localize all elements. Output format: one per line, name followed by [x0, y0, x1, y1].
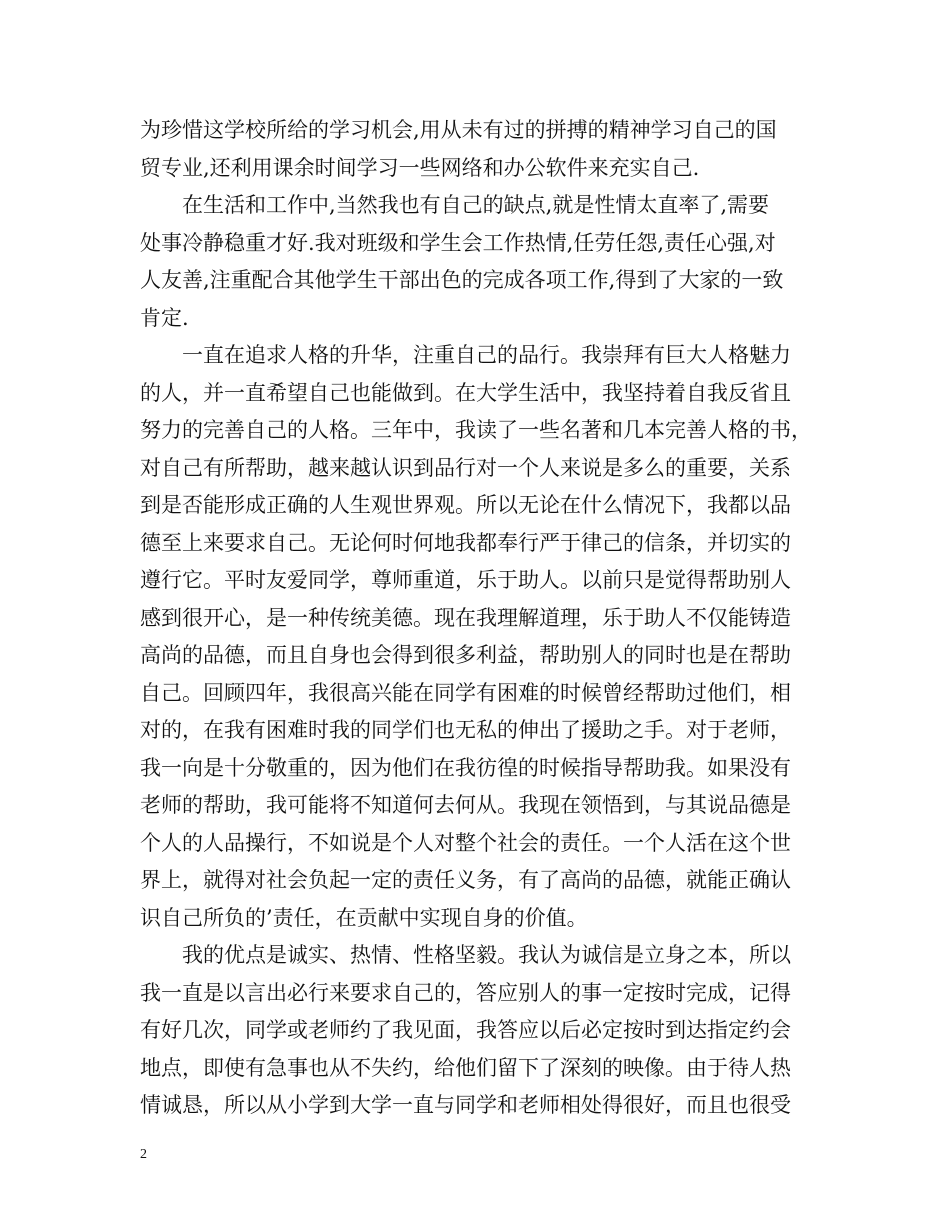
text-line: 有好几次，同学或老师约了我见面，我答应以后必定按时到达指定约会: [140, 1018, 791, 1042]
text-line: 对自己有所帮助，越来越认识到品行对一个人来说是多么的重要，关系: [140, 455, 791, 480]
text-line: 地点，即使有急事也从不失约，给他们留下了深刻的映像。由于待人热: [140, 1055, 791, 1080]
text-line: 努力的完善自己的人格。三年中，我读了一些名著和几本完善人格的书，: [140, 418, 812, 442]
text-line: 处事冷静稳重才好.我对班级和学生会工作热情,任劳任怨,责任心强,对: [140, 230, 776, 255]
body-text: [140, 112, 820, 1125]
text-line: 我一向是十分敬重的，因为他们在我彷徨的时候指导帮助我。如果没有: [140, 755, 791, 780]
text-line: 肯定.: [140, 305, 189, 330]
text-line: 德至上来要求自己。无论何时何地我都奉行严于律己的信条，并切实的: [140, 530, 791, 555]
paragraph-start-line: 我的优点是诚实、热情、性格坚毅。我认为诚信是立身之本，所以: [182, 943, 791, 967]
text-line: 到是否能形成正确的人生观世界观。所以无论在什么情况下，我都以品: [140, 493, 791, 517]
text-line: 贸专业,还利用课余时间学习一些网络和办公软件来充实自己.: [140, 155, 700, 180]
text-line: 人友善,注重配合其他学生干部出色的完成各项工作,得到了大家的一致: [140, 268, 784, 292]
paragraph-start-line: 在生活和工作中,当然我也有自己的缺点,就是性情太直率了,需要: [182, 193, 770, 217]
text-line: 感到很开心，是一种传统美德。现在我理解道理，乐于助人不仅能铸造: [140, 605, 791, 630]
text-line: 遵行它。平时友爱同学，尊师重道，乐于助人。以前只是觉得帮助别人: [140, 568, 791, 592]
text-line: 界上，就得对社会负起一定的责任义务，有了高尚的品德，就能正确认: [140, 868, 791, 892]
text-line: 老师的帮助，我可能将不知道何去何从。我现在领悟到，与其说品德是: [140, 793, 791, 817]
text-line: 我一直是以言出必行来要求自己的，答应别人的事一定按时完成，记得: [140, 980, 791, 1005]
text-line: 个人的人品操行，不如说是个人对整个社会的责任。一个人活在这个世: [140, 830, 791, 855]
text-line: 自己。回顾四年，我很高兴能在同学有困难的时候曾经帮助过他们，相: [140, 680, 791, 705]
page-number: 2: [140, 1147, 147, 1162]
text-line: 高尚的品德，而且自身也会得到很多利益，帮助别人的同时也是在帮助: [140, 643, 791, 667]
text-line: 情诚恳，所以从小学到大学一直与同学和老师相处得很好，而且也很受: [140, 1093, 791, 1117]
text-line: 的人，并一直希望自己也能做到。在大学生活中，我坚持着自我反省且: [140, 380, 791, 405]
paragraph-start-line: 一直在追求人格的升华，注重自己的品行。我崇拜有巨大人格魅力: [182, 343, 791, 367]
text-line: 识自己所负的’责任，在贡献中实现自身的价值。: [140, 905, 588, 930]
text-line: 为珍惜这学校所给的学习机会,用从未有过的拼搏的精神学习自己的国: [140, 118, 777, 142]
text-line: 对的，在我有困难时我的同学们也无私的伸出了援助之手。对于老师，: [140, 718, 791, 742]
